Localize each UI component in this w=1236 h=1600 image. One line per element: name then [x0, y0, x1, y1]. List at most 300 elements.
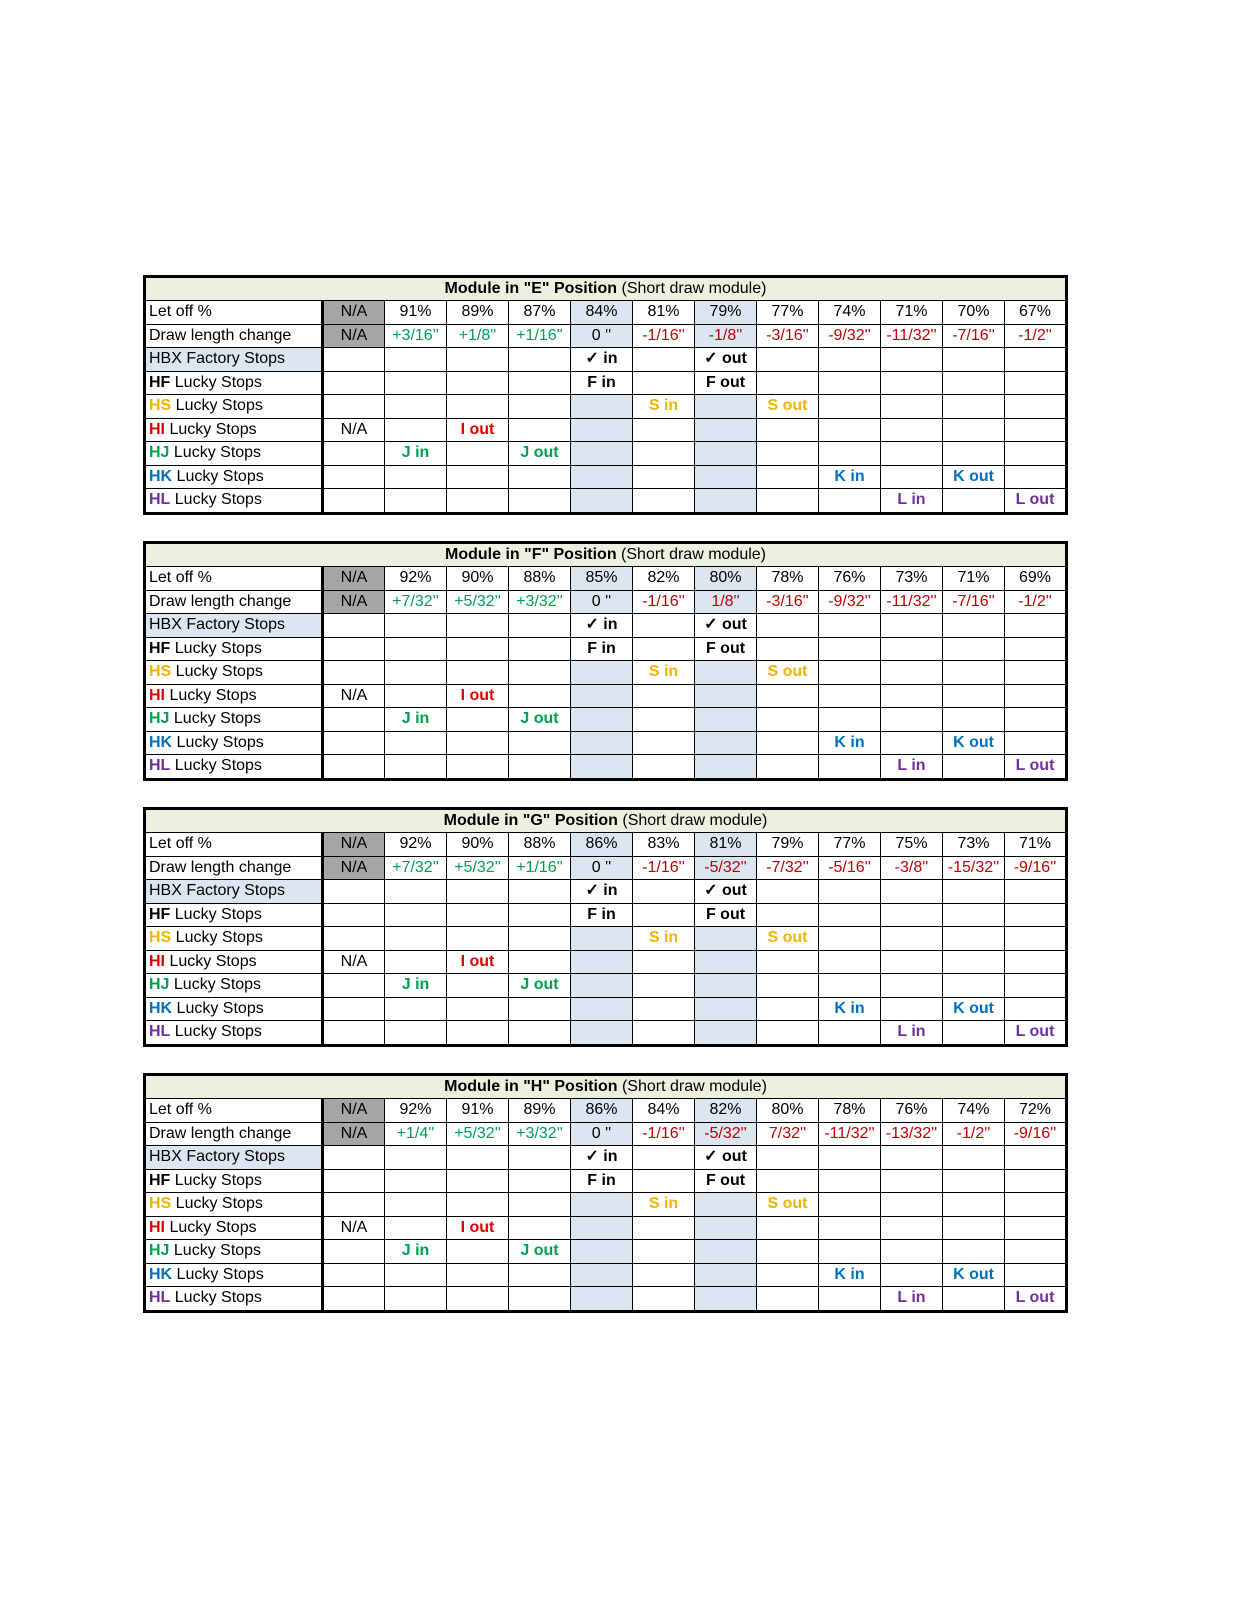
- stop-suffix: Factory Stops: [181, 350, 286, 368]
- letoff-cell: 74%: [819, 301, 881, 325]
- stop-prefix: HBX: [149, 350, 182, 368]
- draw-length-cell: -9/16'': [1005, 856, 1067, 880]
- stop-cell: [447, 903, 509, 927]
- stop-cell: [509, 1216, 571, 1240]
- stop-cell: [757, 684, 819, 708]
- table-title-rest: (Short draw module): [616, 546, 766, 563]
- stop-cell: [385, 731, 447, 755]
- stop-cell: [943, 637, 1005, 661]
- stop-suffix: Lucky Stops: [172, 999, 264, 1017]
- stop-cell: [881, 684, 943, 708]
- stop-cell: [571, 755, 633, 780]
- draw-length-cell: +5/32'': [447, 590, 509, 614]
- stop-cell: [447, 997, 509, 1021]
- stop-row-label: [145, 708, 323, 732]
- stop-cell: [819, 1193, 881, 1217]
- stop-cell: [695, 731, 757, 755]
- letoff-cell: 90%: [447, 833, 509, 857]
- stop-cell: [509, 418, 571, 442]
- stop-cell: [695, 708, 757, 732]
- stop-cell: [881, 927, 943, 951]
- stop-suffix: Lucky Stops: [165, 420, 257, 438]
- stop-cell: [1005, 1193, 1067, 1217]
- stop-cell: [571, 1240, 633, 1264]
- stop-cell: [385, 1193, 447, 1217]
- stop-cell: [1005, 1216, 1067, 1240]
- stop-cell: ✓ out: [695, 1146, 757, 1170]
- stop-row-label: [145, 442, 323, 466]
- stop-cell: [1005, 950, 1067, 974]
- stop-cell: F in: [571, 637, 633, 661]
- stop-cell: N/A: [323, 418, 385, 442]
- draw-length-cell: -9/32'': [819, 324, 881, 348]
- stop-cell: [1005, 903, 1067, 927]
- stop-cell: [323, 1169, 385, 1193]
- stop-cell: [757, 1169, 819, 1193]
- stop-cell: [695, 1216, 757, 1240]
- stop-cell: ✓ in: [571, 348, 633, 372]
- stop-cell: [633, 1169, 695, 1193]
- stop-row-label: [145, 1287, 323, 1312]
- stop-cell: S out: [757, 661, 819, 685]
- stop-cell: [1005, 927, 1067, 951]
- stop-cell: [757, 1216, 819, 1240]
- draw-length-cell: +5/32'': [447, 856, 509, 880]
- draw-length-cell: -1/16'': [633, 590, 695, 614]
- stop-prefix: HBX: [149, 616, 182, 634]
- stop-cell: [385, 1169, 447, 1193]
- stop-cell: [633, 1146, 695, 1170]
- stop-prefix: HI: [149, 420, 165, 438]
- stop-cell: [819, 684, 881, 708]
- stop-cell: [819, 442, 881, 466]
- stop-cell: S in: [633, 395, 695, 419]
- letoff-cell: 76%: [881, 1099, 943, 1123]
- letoff-cell: 85%: [571, 567, 633, 591]
- stop-cell: [509, 1021, 571, 1046]
- stop-cell: [943, 348, 1005, 372]
- letoff-cell: 78%: [757, 567, 819, 591]
- stop-cell: [447, 489, 509, 514]
- draw-length-cell: 0 '': [571, 590, 633, 614]
- stop-row-label: [145, 755, 323, 780]
- stop-cell: [695, 465, 757, 489]
- letoff-cell: 91%: [447, 1099, 509, 1123]
- stop-cell: [633, 637, 695, 661]
- draw-length-cell: -1/16'': [633, 1122, 695, 1146]
- letoff-cell: 77%: [819, 833, 881, 857]
- stop-cell: [943, 950, 1005, 974]
- stop-cell: [943, 1216, 1005, 1240]
- table-title-bold: Module in "E" Position: [444, 280, 618, 297]
- stop-cell: [385, 489, 447, 514]
- stop-cell: [757, 489, 819, 514]
- stop-row-label: [145, 465, 323, 489]
- stop-suffix: Lucky Stops: [170, 757, 262, 775]
- stop-prefix: HS: [149, 663, 172, 681]
- stop-cell: [1005, 1263, 1067, 1287]
- stop-cell: [509, 997, 571, 1021]
- stop-suffix: Lucky Stops: [171, 663, 263, 681]
- stop-suffix: Lucky Stops: [171, 929, 263, 947]
- draw-length-label: Draw length change: [145, 1122, 323, 1146]
- stop-prefix: HL: [149, 1289, 171, 1307]
- stop-cell: [509, 348, 571, 372]
- stop-row-label: [145, 371, 323, 395]
- stop-cell: [819, 489, 881, 514]
- stop-cell: [633, 903, 695, 927]
- stop-cell: [943, 442, 1005, 466]
- stop-cell: [819, 1169, 881, 1193]
- stop-cell: [943, 684, 1005, 708]
- stop-prefix: HBX: [149, 1148, 182, 1166]
- stop-cell: [509, 880, 571, 904]
- draw-length-cell: 7/32'': [757, 1122, 819, 1146]
- stop-cell: J out: [509, 974, 571, 998]
- draw-length-cell: -9/16'': [1005, 1122, 1067, 1146]
- draw-length-cell: -7/16'': [943, 324, 1005, 348]
- draw-length-cell: 0 '': [571, 324, 633, 348]
- stop-cell: [881, 1169, 943, 1193]
- stop-cell: [447, 927, 509, 951]
- stop-cell: [323, 465, 385, 489]
- stop-cell: [571, 997, 633, 1021]
- letoff-cell: 71%: [1005, 833, 1067, 857]
- letoff-cell: 80%: [695, 567, 757, 591]
- draw-length-cell: N/A: [323, 1122, 385, 1146]
- stop-cell: [881, 465, 943, 489]
- stop-cell: [695, 997, 757, 1021]
- stop-cell: [943, 614, 1005, 638]
- stop-suffix: Lucky Stops: [170, 639, 262, 657]
- stop-prefix: HI: [149, 952, 165, 970]
- stop-cell: [881, 997, 943, 1021]
- stop-cell: [509, 371, 571, 395]
- stop-cell: [447, 974, 509, 998]
- stop-cell: S in: [633, 927, 695, 951]
- stop-cell: [385, 950, 447, 974]
- stop-cell: [385, 755, 447, 780]
- letoff-label: Let off %: [145, 833, 323, 857]
- stop-cell: ✓ out: [695, 880, 757, 904]
- stop-row-label: [145, 395, 323, 419]
- draw-length-cell: +1/4'': [385, 1122, 447, 1146]
- stop-cell: [1005, 974, 1067, 998]
- stop-cell: [509, 927, 571, 951]
- stop-row-label: [145, 950, 323, 974]
- stop-cell: N/A: [323, 1216, 385, 1240]
- draw-length-cell: -1/2'': [1005, 324, 1067, 348]
- stop-cell: F out: [695, 371, 757, 395]
- stop-cell: S out: [757, 1193, 819, 1217]
- stop-cell: [323, 371, 385, 395]
- letoff-cell: N/A: [323, 1099, 385, 1123]
- stop-suffix: Lucky Stops: [170, 373, 262, 391]
- stop-row-label: [145, 974, 323, 998]
- stop-cell: [323, 661, 385, 685]
- stop-cell: [943, 974, 1005, 998]
- stop-cell: [633, 1216, 695, 1240]
- stop-cell: [819, 927, 881, 951]
- stop-cell: [881, 1216, 943, 1240]
- stop-cell: [943, 489, 1005, 514]
- stop-cell: L in: [881, 489, 943, 514]
- stop-cell: [943, 1240, 1005, 1264]
- stop-cell: [1005, 661, 1067, 685]
- letoff-cell: 84%: [571, 301, 633, 325]
- stop-cell: L out: [1005, 1287, 1067, 1312]
- stop-cell: [1005, 684, 1067, 708]
- stop-cell: [695, 489, 757, 514]
- stop-cell: [571, 1263, 633, 1287]
- letoff-cell: 81%: [695, 833, 757, 857]
- stop-cell: [881, 418, 943, 442]
- stop-cell: [447, 1146, 509, 1170]
- stop-row-label: [145, 1021, 323, 1046]
- stop-cell: [385, 903, 447, 927]
- stop-cell: N/A: [323, 684, 385, 708]
- stop-cell: [881, 1240, 943, 1264]
- stop-cell: [819, 1146, 881, 1170]
- stop-suffix: Lucky Stops: [172, 467, 264, 485]
- stop-cell: ✓ in: [571, 1146, 633, 1170]
- draw-length-cell: -5/16'': [819, 856, 881, 880]
- stop-cell: ✓ out: [695, 614, 757, 638]
- stop-cell: [385, 1146, 447, 1170]
- draw-length-cell: -3/16'': [757, 590, 819, 614]
- stop-cell: [633, 1263, 695, 1287]
- stop-cell: [695, 1021, 757, 1046]
- stop-suffix: Factory Stops: [181, 1148, 286, 1166]
- stop-suffix: Lucky Stops: [170, 1023, 262, 1041]
- stop-cell: [571, 1216, 633, 1240]
- stop-row-label: [145, 418, 323, 442]
- stop-suffix: Lucky Stops: [165, 1218, 257, 1236]
- stops-table: [143, 275, 1068, 515]
- stop-cell: [323, 489, 385, 514]
- stop-cell: [447, 348, 509, 372]
- stop-cell: [447, 442, 509, 466]
- stop-suffix: Lucky Stops: [169, 1242, 262, 1260]
- draw-length-cell: -3/16'': [757, 324, 819, 348]
- letoff-cell: 80%: [757, 1099, 819, 1123]
- stop-cell: [757, 371, 819, 395]
- stop-cell: [323, 442, 385, 466]
- stop-cell: [881, 950, 943, 974]
- stop-suffix: Lucky Stops: [169, 710, 262, 728]
- stop-cell: [509, 755, 571, 780]
- stop-cell: [881, 637, 943, 661]
- stop-cell: [819, 755, 881, 780]
- draw-length-cell: -11/32'': [881, 324, 943, 348]
- stop-cell: [385, 880, 447, 904]
- stop-cell: [323, 637, 385, 661]
- letoff-cell: N/A: [323, 833, 385, 857]
- stop-cell: [509, 637, 571, 661]
- stop-cell: [757, 1146, 819, 1170]
- table-title-bold: Module in "F" Position: [445, 546, 617, 563]
- stop-cell: [323, 903, 385, 927]
- stop-cell: J out: [509, 708, 571, 732]
- table-title: [145, 1075, 1067, 1099]
- stop-cell: [881, 395, 943, 419]
- letoff-label: Let off %: [145, 1099, 323, 1123]
- stop-suffix: Factory Stops: [181, 616, 286, 634]
- draw-length-cell: -5/32'': [695, 856, 757, 880]
- stop-cell: [881, 880, 943, 904]
- stop-cell: [695, 1287, 757, 1312]
- table-title: [145, 277, 1067, 301]
- stop-cell: [323, 614, 385, 638]
- stop-cell: S out: [757, 927, 819, 951]
- draw-length-cell: +1/8'': [447, 324, 509, 348]
- stop-cell: [695, 684, 757, 708]
- stop-cell: [385, 395, 447, 419]
- stop-cell: [1005, 614, 1067, 638]
- stop-cell: [571, 708, 633, 732]
- stop-cell: [509, 1146, 571, 1170]
- stop-cell: S out: [757, 395, 819, 419]
- stop-cell: [881, 974, 943, 998]
- stop-suffix: Lucky Stops: [170, 1289, 262, 1307]
- draw-length-cell: -3/8'': [881, 856, 943, 880]
- stop-cell: [571, 950, 633, 974]
- stop-cell: J in: [385, 1240, 447, 1264]
- stop-cell: [819, 880, 881, 904]
- stop-prefix: HS: [149, 929, 172, 947]
- stop-cell: [881, 614, 943, 638]
- stop-cell: [943, 395, 1005, 419]
- stop-cell: [633, 371, 695, 395]
- stop-cell: [323, 974, 385, 998]
- draw-length-cell: -13/32'': [881, 1122, 943, 1146]
- letoff-cell: 82%: [695, 1099, 757, 1123]
- letoff-label: Let off %: [145, 567, 323, 591]
- letoff-cell: 77%: [757, 301, 819, 325]
- letoff-cell: 76%: [819, 567, 881, 591]
- table-title-rest: (Short draw module): [617, 812, 768, 829]
- stop-cell: ✓ in: [571, 614, 633, 638]
- draw-length-cell: -1/2'': [943, 1122, 1005, 1146]
- stop-cell: [571, 489, 633, 514]
- letoff-cell: 70%: [943, 301, 1005, 325]
- letoff-cell: 74%: [943, 1099, 1005, 1123]
- stop-suffix: Lucky Stops: [170, 491, 262, 509]
- stop-cell: [757, 708, 819, 732]
- stop-cell: [633, 731, 695, 755]
- stop-cell: F in: [571, 371, 633, 395]
- stop-cell: [633, 1240, 695, 1264]
- stop-cell: F in: [571, 1169, 633, 1193]
- stop-cell: [819, 950, 881, 974]
- letoff-cell: 92%: [385, 567, 447, 591]
- stop-cell: [1005, 708, 1067, 732]
- stop-cell: [757, 637, 819, 661]
- stop-cell: [1005, 442, 1067, 466]
- stop-row-label: [145, 1216, 323, 1240]
- stop-suffix: Lucky Stops: [165, 686, 257, 704]
- stop-suffix: Lucky Stops: [169, 976, 262, 994]
- stop-cell: J in: [385, 708, 447, 732]
- stop-cell: [571, 442, 633, 466]
- letoff-cell: 86%: [571, 1099, 633, 1123]
- stop-cell: [881, 348, 943, 372]
- stop-prefix: HS: [149, 1195, 172, 1213]
- letoff-cell: 71%: [881, 301, 943, 325]
- stop-prefix: HJ: [149, 976, 170, 994]
- stop-cell: [819, 614, 881, 638]
- stop-cell: [819, 661, 881, 685]
- stop-cell: [757, 1240, 819, 1264]
- stop-cell: [1005, 880, 1067, 904]
- letoff-cell: 92%: [385, 833, 447, 857]
- stop-suffix: Lucky Stops: [170, 1171, 262, 1189]
- stop-cell: [695, 755, 757, 780]
- stop-cell: [695, 974, 757, 998]
- stop-cell: [819, 348, 881, 372]
- stop-cell: [447, 880, 509, 904]
- stop-cell: [881, 371, 943, 395]
- stop-cell: F out: [695, 637, 757, 661]
- draw-length-cell: -5/32'': [695, 1122, 757, 1146]
- stop-cell: [943, 1287, 1005, 1312]
- stop-cell: [757, 755, 819, 780]
- draw-length-cell: -11/32'': [819, 1122, 881, 1146]
- letoff-cell: 79%: [695, 301, 757, 325]
- stop-cell: S in: [633, 661, 695, 685]
- stop-cell: [385, 614, 447, 638]
- stop-cell: [1005, 371, 1067, 395]
- stop-cell: [385, 927, 447, 951]
- stop-cell: [757, 1021, 819, 1046]
- stop-cell: [1005, 465, 1067, 489]
- draw-length-cell: +1/16'': [509, 324, 571, 348]
- stop-cell: [571, 1287, 633, 1312]
- stop-row-label: [145, 1240, 323, 1264]
- stop-cell: [323, 348, 385, 372]
- stop-cell: [819, 371, 881, 395]
- letoff-cell: 89%: [509, 1099, 571, 1123]
- draw-length-cell: 1/8'': [695, 590, 757, 614]
- draw-length-cell: +3/32'': [509, 1122, 571, 1146]
- stop-prefix: HL: [149, 491, 171, 509]
- stop-cell: [323, 997, 385, 1021]
- stop-cell: [819, 418, 881, 442]
- stop-row-label: [145, 348, 323, 372]
- stop-cell: [447, 1240, 509, 1264]
- letoff-cell: 73%: [943, 833, 1005, 857]
- letoff-cell: 88%: [509, 567, 571, 591]
- stop-cell: [447, 1169, 509, 1193]
- draw-length-cell: -7/32'': [757, 856, 819, 880]
- stop-cell: [447, 661, 509, 685]
- stop-cell: [633, 614, 695, 638]
- stop-prefix: HJ: [149, 444, 170, 462]
- stop-cell: K out: [943, 1263, 1005, 1287]
- stop-cell: [509, 465, 571, 489]
- stop-cell: [323, 1263, 385, 1287]
- stop-cell: [943, 418, 1005, 442]
- letoff-cell: 79%: [757, 833, 819, 857]
- stop-prefix: HF: [149, 1171, 171, 1189]
- stop-cell: [447, 1287, 509, 1312]
- stop-row-label: [145, 731, 323, 755]
- stop-prefix: HBX: [149, 882, 182, 900]
- letoff-cell: 72%: [1005, 1099, 1067, 1123]
- stop-cell: [447, 731, 509, 755]
- stop-cell: [695, 1240, 757, 1264]
- letoff-cell: 90%: [447, 567, 509, 591]
